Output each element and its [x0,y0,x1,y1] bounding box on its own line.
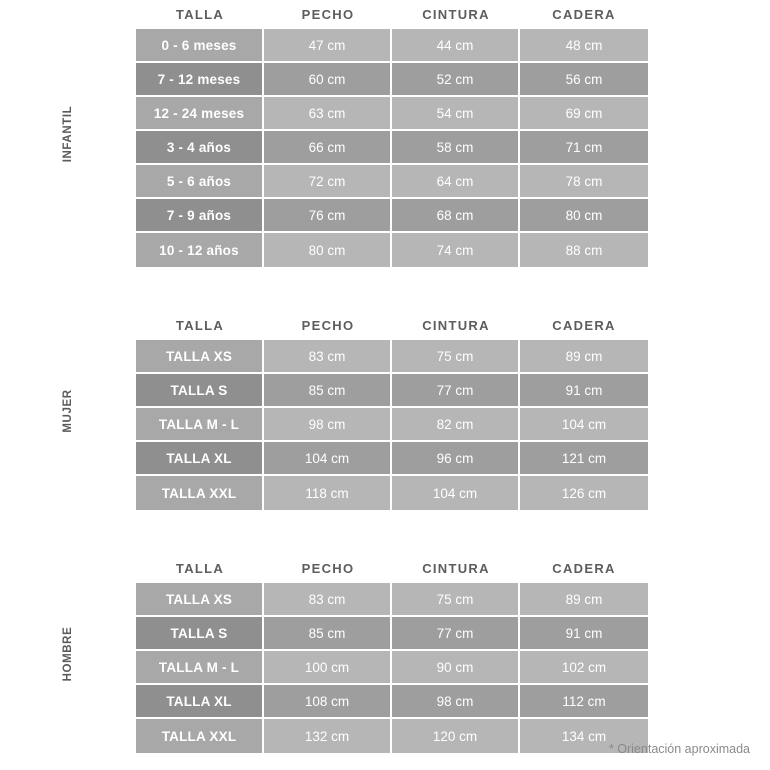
cell-cintura: 64 cm [392,165,520,199]
cell-pecho: 63 cm [264,97,392,131]
cell-talla: 3 - 4 años [136,131,264,165]
cell-talla: 5 - 6 años [136,165,264,199]
cell-pecho: 100 cm [264,651,392,685]
cell-talla: TALLA XL [136,685,264,719]
cell-cadera: 126 cm [520,476,648,510]
size-table-mujer [0,311,770,510]
cell-pecho: 60 cm [264,63,392,97]
table-side-label-mujer [0,311,136,510]
cell-cintura: 96 cm [392,442,520,476]
table-row [136,233,770,267]
column-header-talla: TALLA [175,318,225,333]
cell-cintura: 74 cm [392,233,520,267]
cell-talla: 0 - 6 meses [136,29,264,63]
cell-pecho: 83 cm [264,340,392,374]
cell-cadera: 88 cm [520,233,648,267]
cell-talla: 12 - 24 meses [136,97,264,131]
table-grid-infantil [136,0,770,267]
cell-cadera: 104 cm [520,408,648,442]
cell-talla: TALLA M - L [136,651,264,685]
cell-pecho: 76 cm [264,199,392,233]
column-header-cadera: CADERA [552,561,616,576]
cell-talla: TALLA XS [136,583,264,617]
table-row [136,340,770,374]
side-label-text: HOMBRE [62,626,74,681]
cell-cintura: 120 cm [392,719,520,753]
table-grid-hombre [136,554,770,753]
cell-pecho: 118 cm [264,476,392,510]
cell-cintura: 75 cm [392,583,520,617]
cell-pecho: 83 cm [264,583,392,617]
cell-cintura: 68 cm [392,199,520,233]
column-header-talla: TALLA [175,561,225,576]
cell-talla: 10 - 12 años [136,233,264,267]
cell-cadera: 78 cm [520,165,648,199]
column-header-pecho: PECHO [301,7,355,22]
cell-cadera: 91 cm [520,374,648,408]
size-table-infantil [0,0,770,267]
table-row [136,29,770,63]
column-header-cadera: CADERA [552,7,616,22]
table-row [136,374,770,408]
cell-pecho: 104 cm [264,442,392,476]
table-row [136,442,770,476]
table-row [136,685,770,719]
cell-talla: 7 - 9 años [136,199,264,233]
cell-cintura: 77 cm [392,374,520,408]
column-header-cintura: CINTURA [422,561,490,576]
cell-cintura: 75 cm [392,340,520,374]
cell-talla: TALLA XS [136,340,264,374]
cell-talla: TALLA XL [136,442,264,476]
cell-cadera: 134 cm [520,719,648,753]
column-header-cadera: CADERA [552,318,616,333]
section-spacer [0,510,770,554]
cell-talla: TALLA XXL [136,719,264,753]
cell-cintura: 77 cm [392,617,520,651]
table-side-label-infantil [0,0,136,267]
table-row [136,408,770,442]
column-header-cintura: CINTURA [422,318,490,333]
cell-cadera: 121 cm [520,442,648,476]
cell-pecho: 108 cm [264,685,392,719]
side-label-text: MUJER [62,388,74,433]
cell-cadera: 112 cm [520,685,648,719]
table-header-row [136,554,770,583]
cell-pecho: 47 cm [264,29,392,63]
table-side-label-hombre [0,554,136,753]
column-header-pecho: PECHO [301,561,355,576]
cell-cintura: 104 cm [392,476,520,510]
column-header-cintura: CINTURA [422,7,490,22]
cell-talla: 7 - 12 meses [136,63,264,97]
cell-pecho: 72 cm [264,165,392,199]
table-row [136,651,770,685]
cell-cadera: 91 cm [520,617,648,651]
cell-cadera: 89 cm [520,340,648,374]
column-header-talla: TALLA [175,7,225,22]
table-row [136,165,770,199]
table-header-row [136,0,770,29]
cell-cintura: 98 cm [392,685,520,719]
table-row [136,199,770,233]
cell-pecho: 85 cm [264,374,392,408]
table-row [136,97,770,131]
cell-talla: TALLA XXL [136,476,264,510]
cell-cadera: 56 cm [520,63,648,97]
cell-cintura: 90 cm [392,651,520,685]
table-row [136,583,770,617]
cell-cadera: 89 cm [520,583,648,617]
table-row [136,131,770,165]
cell-cadera: 102 cm [520,651,648,685]
cell-talla: TALLA S [136,374,264,408]
table-row [136,617,770,651]
cell-pecho: 98 cm [264,408,392,442]
footnote: * Orientación aproximada [608,742,750,756]
cell-cintura: 44 cm [392,29,520,63]
side-label-text: INFANTIL [62,105,74,162]
table-header-row [136,311,770,340]
size-table-hombre [0,554,770,753]
column-header-pecho: PECHO [301,318,355,333]
cell-cadera: 71 cm [520,131,648,165]
cell-pecho: 85 cm [264,617,392,651]
table-grid-mujer [136,311,770,510]
section-spacer [0,267,770,311]
cell-pecho: 132 cm [264,719,392,753]
cell-cintura: 82 cm [392,408,520,442]
cell-talla: TALLA M - L [136,408,264,442]
cell-cintura: 54 cm [392,97,520,131]
table-row [136,63,770,97]
cell-cintura: 52 cm [392,63,520,97]
cell-cadera: 80 cm [520,199,648,233]
table-row [136,476,770,510]
cell-cadera: 69 cm [520,97,648,131]
cell-pecho: 66 cm [264,131,392,165]
cell-cadera: 48 cm [520,29,648,63]
cell-talla: TALLA S [136,617,264,651]
cell-cintura: 58 cm [392,131,520,165]
cell-pecho: 80 cm [264,233,392,267]
